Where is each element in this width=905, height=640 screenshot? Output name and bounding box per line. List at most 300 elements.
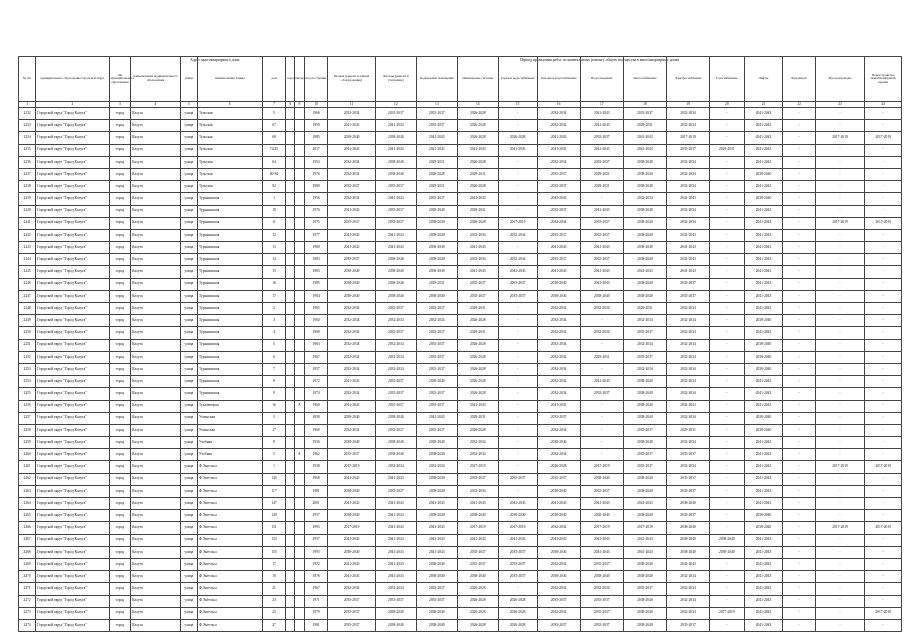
- table-cell: -: [865, 254, 902, 266]
- table-cell: город: [109, 290, 131, 302]
- table-cell: [286, 376, 295, 388]
- table-cell: [286, 132, 295, 144]
- table-cell: Турынинская: [197, 376, 262, 388]
- table-cell: 2029-2031: [457, 303, 498, 315]
- table-cell: 2041-2043: [744, 461, 783, 473]
- table-row: [19, 339, 902, 351]
- table-cell: 2032-2034: [666, 351, 709, 363]
- col-header: № п/п: [19, 57, 36, 102]
- table-cell: 2038-2040: [416, 376, 457, 388]
- table-cell: 27: [262, 619, 286, 631]
- table-cell: 2038-2040: [328, 412, 375, 424]
- table-cell: 2038-2040: [623, 473, 666, 485]
- table-cell: Городской округ "Город Калуга": [36, 181, 109, 193]
- table-cell: Учебная: [197, 449, 262, 461]
- table-cell: 2041-2043: [744, 156, 783, 168]
- table-cell: 2029-2031: [580, 168, 623, 180]
- table-cell: 2032-2034: [375, 315, 416, 327]
- table-cell: 151: [262, 522, 286, 534]
- table-cell: 5: [262, 339, 286, 351]
- table-cell: 2035-2037: [328, 217, 375, 229]
- table-cell: Калуга: [131, 108, 181, 120]
- table-cell: -: [865, 156, 902, 168]
- table-row: [19, 351, 902, 363]
- table-cell: город: [109, 437, 131, 449]
- table-cell: 2017-2019: [498, 217, 537, 229]
- table-cell: улица: [180, 424, 197, 436]
- table-cell: -: [710, 437, 745, 449]
- table-cell: 2032-2034: [457, 449, 498, 461]
- table-cell: 2035-2037: [580, 485, 623, 497]
- table-row: [19, 522, 902, 534]
- table-cell: -: [865, 595, 902, 607]
- table-cell: 2029-2031: [580, 181, 623, 193]
- table-cell: 2035-2037: [498, 473, 537, 485]
- table-cell: 2038-2040: [416, 229, 457, 241]
- table-cell: 2038-2040: [375, 290, 416, 302]
- table-cell: -: [865, 205, 902, 217]
- table-cell: Турынинская: [197, 303, 262, 315]
- table-cell: Тульская: [197, 144, 262, 156]
- table-cell: 153: [262, 534, 286, 546]
- table-cell: [295, 168, 305, 180]
- table-cell: [286, 461, 295, 473]
- table-cell: -: [498, 327, 537, 339]
- table-cell: -: [865, 498, 902, 510]
- table-cell: 2038-2040: [375, 412, 416, 424]
- table-cell: улица: [180, 619, 197, 631]
- table-cell: -: [783, 266, 815, 278]
- table-cell: [286, 558, 295, 570]
- table-cell: [295, 583, 305, 595]
- table-cell: 2017-2019: [865, 217, 902, 229]
- table-cell: 1984: [304, 290, 328, 302]
- table-cell: 2026-2028: [457, 595, 498, 607]
- table-cell: 2035-2037: [416, 108, 457, 120]
- table-cell: -: [815, 510, 865, 522]
- col-number: 12: [375, 102, 416, 108]
- table-cell: [295, 363, 305, 375]
- table-cell: Калуга: [131, 376, 181, 388]
- table-cell: -: [498, 205, 537, 217]
- table-cell: -: [498, 242, 537, 254]
- table-cell: 2041-2043: [744, 266, 783, 278]
- table-cell: -: [783, 510, 815, 522]
- table-cell: 2041-2043: [457, 193, 498, 205]
- table-cell: 1965: [304, 303, 328, 315]
- table-cell: Тульская: [197, 168, 262, 180]
- table-cell: -: [865, 266, 902, 278]
- table-row: [19, 485, 902, 497]
- table-cell: -: [498, 315, 537, 327]
- table-cell: 2041-2043: [498, 534, 537, 546]
- table-cell: [295, 351, 305, 363]
- table-cell: 2274: [19, 619, 36, 631]
- table-cell: -: [783, 156, 815, 168]
- table-cell: 2041-2043: [744, 254, 783, 266]
- table-cell: Калуга: [131, 205, 181, 217]
- table-cell: 2038-2040: [416, 217, 457, 229]
- table-cell: 1972: [304, 376, 328, 388]
- table-cell: 2032-2034: [328, 303, 375, 315]
- table-cell: -: [710, 205, 745, 217]
- table-cell: [286, 290, 295, 302]
- table-cell: 2032-2034: [580, 327, 623, 339]
- table-cell: 6: [262, 351, 286, 363]
- table-cell: 2041-2043: [498, 144, 537, 156]
- table-cell: 2041-2043: [744, 571, 783, 583]
- table-row: [19, 266, 902, 278]
- table-cell: -: [815, 351, 865, 363]
- table-cell: 2038-2040: [744, 339, 783, 351]
- table-cell: А: [295, 449, 305, 461]
- table-cell: 2038-2040: [416, 571, 457, 583]
- table-cell: 2032-2034: [498, 229, 537, 241]
- table-cell: Городской округ "Город Калуга": [36, 327, 109, 339]
- table-cell: 2035-2037: [416, 583, 457, 595]
- table-cell: 2026-2028: [457, 363, 498, 375]
- table-cell: 2041-2043: [375, 193, 416, 205]
- table-cell: 2035-2037: [375, 108, 416, 120]
- table-cell: 1997: [304, 510, 328, 522]
- table-cell: [286, 108, 295, 120]
- table-row: [19, 376, 902, 388]
- table-cell: 2035-2037: [416, 400, 457, 412]
- table-cell: Тульская: [197, 108, 262, 120]
- table-cell: 2032-2034: [537, 303, 580, 315]
- table-cell: 2236: [19, 156, 36, 168]
- table-cell: улица: [180, 412, 197, 424]
- table-cell: -: [815, 339, 865, 351]
- table-cell: 2038-2040: [744, 168, 783, 180]
- table-cell: [295, 290, 305, 302]
- table-cell: 2035-2037: [498, 546, 537, 558]
- table-row: [19, 327, 902, 339]
- table-cell: 2035-2037: [416, 327, 457, 339]
- table-cell: -: [580, 363, 623, 375]
- table-cell: 2032-2034: [666, 315, 709, 327]
- table-cell: -: [783, 278, 815, 290]
- table-cell: 25: [262, 607, 286, 619]
- table-cell: [286, 412, 295, 424]
- table-cell: 2026-2028: [457, 351, 498, 363]
- table-cell: 2032-2034: [623, 315, 666, 327]
- table-cell: -: [815, 571, 865, 583]
- table-cell: -: [710, 278, 745, 290]
- table-cell: город: [109, 327, 131, 339]
- table-cell: 2026-2028: [457, 583, 498, 595]
- table-row: [19, 510, 902, 522]
- table-cell: 1936: [304, 437, 328, 449]
- table-cell: 2041-2043: [375, 229, 416, 241]
- table-cell: -: [498, 339, 537, 351]
- table-cell: -: [865, 388, 902, 400]
- table-cell: [295, 315, 305, 327]
- table-cell: Городской округ "Город Калуга": [36, 522, 109, 534]
- col-number: 7: [262, 102, 286, 108]
- table-cell: -: [783, 168, 815, 180]
- table-cell: 2017-2019: [865, 522, 902, 534]
- table-cell: -: [783, 607, 815, 619]
- table-cell: 1974: [304, 388, 328, 400]
- table-row: [19, 303, 902, 315]
- table-cell: 5: [262, 449, 286, 461]
- table-cell: 2256: [19, 400, 36, 412]
- table-cell: -: [710, 290, 745, 302]
- table-cell: 2267: [19, 534, 36, 546]
- table-cell: 2032-2034: [537, 217, 580, 229]
- col-number: 9: [295, 102, 305, 108]
- table-cell: 2038-2040: [744, 510, 783, 522]
- table-cell: -: [710, 315, 745, 327]
- table-cell: 1962: [304, 449, 328, 461]
- table-cell: -: [710, 485, 745, 497]
- table-row: [19, 546, 902, 558]
- table-cell: 149: [262, 510, 286, 522]
- table-cell: 2035-2037: [375, 327, 416, 339]
- table-cell: 2041-2043: [580, 534, 623, 546]
- table-cell: Турынинская: [197, 363, 262, 375]
- table-cell: [295, 181, 305, 193]
- table-cell: 74/45: [262, 144, 286, 156]
- table-cell: 2041-2043: [580, 266, 623, 278]
- table-cell: Городской округ "Город Калуга": [36, 278, 109, 290]
- table-cell: [286, 168, 295, 180]
- table-cell: -: [498, 168, 537, 180]
- table-cell: 2035-2037: [416, 595, 457, 607]
- table-cell: город: [109, 303, 131, 315]
- table-cell: 2038-2040: [666, 498, 709, 510]
- table-cell: -: [865, 193, 902, 205]
- table-cell: 2032-2034: [328, 327, 375, 339]
- table-cell: 2032-2034: [666, 595, 709, 607]
- table-cell: 2041-2043: [416, 144, 457, 156]
- table-row: [19, 498, 902, 510]
- table-cell: 2035-2037: [416, 339, 457, 351]
- table-cell: -: [783, 619, 815, 631]
- table-cell: -: [865, 400, 902, 412]
- table-cell: 1971: [304, 595, 328, 607]
- table-cell: 2041-2043: [744, 303, 783, 315]
- table-cell: 2026-2028: [457, 388, 498, 400]
- table-cell: 2233: [19, 120, 36, 132]
- table-cell: [286, 510, 295, 522]
- table-cell: 2038-2040: [328, 266, 375, 278]
- table-cell: 1: [262, 193, 286, 205]
- table-cell: Городской округ "Город Калуга": [36, 156, 109, 168]
- table-cell: 11: [262, 217, 286, 229]
- table-cell: город: [109, 193, 131, 205]
- table-cell: город: [109, 400, 131, 412]
- table-cell: 2017: [304, 144, 328, 156]
- table-cell: Ф.Энгельса: [197, 534, 262, 546]
- table-cell: город: [109, 619, 131, 631]
- table-cell: Тульская: [197, 132, 262, 144]
- table-cell: Калуга: [131, 144, 181, 156]
- col-number: 17: [580, 102, 623, 108]
- table-cell: [295, 193, 305, 205]
- table-cell: 2041-2043: [457, 242, 498, 254]
- table-cell: -: [498, 437, 537, 449]
- table-cell: 2029-2031: [457, 327, 498, 339]
- table-cell: [295, 498, 305, 510]
- table-cell: город: [109, 254, 131, 266]
- table-cell: 2032-2034: [328, 168, 375, 180]
- table-cell: Городской округ "Город Калуга": [36, 534, 109, 546]
- table-cell: -: [783, 412, 815, 424]
- table-cell: 2038-2040: [416, 619, 457, 631]
- table-cell: город: [109, 424, 131, 436]
- table-cell: 2041-2043: [537, 132, 580, 144]
- col-header: Холодное водоснабжение: [537, 57, 580, 102]
- table-cell: -: [710, 156, 745, 168]
- table-cell: Городской округ "Город Калуга": [36, 266, 109, 278]
- table-cell: -: [865, 229, 902, 241]
- table-row: [19, 315, 902, 327]
- table-cell: Городской округ "Город Калуга": [36, 144, 109, 156]
- table-cell: 2041-2043: [498, 498, 537, 510]
- table-cell: город: [109, 278, 131, 290]
- table-cell: Калуга: [131, 290, 181, 302]
- table-cell: -: [498, 400, 537, 412]
- table-cell: 2041-2043: [375, 534, 416, 546]
- table-cell: улица: [180, 144, 197, 156]
- col-number: 15: [498, 102, 537, 108]
- table-cell: 2032-2034: [666, 607, 709, 619]
- table-cell: -: [783, 303, 815, 315]
- table-cell: город: [109, 132, 131, 144]
- table-cell: [286, 473, 295, 485]
- table-row: [19, 400, 902, 412]
- table-cell: Калуга: [131, 217, 181, 229]
- table-cell: 2041-2043: [328, 120, 375, 132]
- table-cell: 2032-2034: [666, 583, 709, 595]
- table-cell: 2026-2028: [457, 132, 498, 144]
- col-number: 19: [666, 102, 709, 108]
- table-cell: 2041-2043: [623, 498, 666, 510]
- table-cell: 2041-2043: [666, 242, 709, 254]
- table-cell: 2041-2043: [580, 144, 623, 156]
- table-cell: [286, 607, 295, 619]
- table-cell: 2017-2019: [623, 522, 666, 534]
- table-cell: 2035-2037: [580, 156, 623, 168]
- table-cell: 2251: [19, 339, 36, 351]
- table-cell: улица: [180, 120, 197, 132]
- table-cell: -: [815, 498, 865, 510]
- table-cell: 2032-2034: [666, 376, 709, 388]
- table-cell: Калуга: [131, 473, 181, 485]
- table-cell: Городской округ "Город Калуга": [36, 461, 109, 473]
- table-cell: 2038-2040: [537, 546, 580, 558]
- table-cell: 145: [262, 473, 286, 485]
- table-cell: 2041-2043: [666, 254, 709, 266]
- table-cell: Калуга: [131, 229, 181, 241]
- table-cell: 23: [262, 595, 286, 607]
- table-cell: [295, 510, 305, 522]
- col-header: корпус: [286, 57, 295, 102]
- table-cell: 1977: [304, 229, 328, 241]
- table-cell: 2032-2034: [666, 168, 709, 180]
- table-cell: Турынинская: [197, 388, 262, 400]
- table-cell: 21: [262, 583, 286, 595]
- table-cell: -: [498, 485, 537, 497]
- table-cell: -: [865, 473, 902, 485]
- table-cell: 2252: [19, 351, 36, 363]
- table-cell: -: [498, 193, 537, 205]
- table-cell: 2041-2043: [744, 498, 783, 510]
- table-cell: 2268: [19, 546, 36, 558]
- table-cell: 2041-2043: [537, 266, 580, 278]
- table-cell: 2038-2040: [375, 132, 416, 144]
- table-cell: улица: [180, 339, 197, 351]
- table-cell: -: [710, 108, 745, 120]
- table-cell: 2260: [19, 449, 36, 461]
- table-cell: 2041-2043: [537, 534, 580, 546]
- table-cell: 2032-2034: [537, 376, 580, 388]
- table-cell: [295, 278, 305, 290]
- table-cell: Калуга: [131, 388, 181, 400]
- table-cell: -: [815, 303, 865, 315]
- table-cell: 2032-2034: [537, 108, 580, 120]
- col-header: Год постройки: [304, 57, 328, 102]
- table-cell: улица: [180, 303, 197, 315]
- table-cell: 2038-2040: [416, 437, 457, 449]
- table-cell: [295, 412, 305, 424]
- table-cell: [286, 339, 295, 351]
- table-cell: город: [109, 595, 131, 607]
- table-cell: 2259: [19, 437, 36, 449]
- table-cell: -: [498, 583, 537, 595]
- table-cell: Калуга: [131, 168, 181, 180]
- table-cell: улица: [180, 168, 197, 180]
- table-cell: 2038-2040: [623, 437, 666, 449]
- table-cell: 12: [262, 229, 286, 241]
- table-cell: 1957: [304, 363, 328, 375]
- table-cell: 2035-2037: [416, 193, 457, 205]
- table-cell: [286, 327, 295, 339]
- table-cell: -: [815, 193, 865, 205]
- table-cell: 8: [262, 437, 286, 449]
- table-cell: 2035-2037: [666, 619, 709, 631]
- table-cell: Тульская: [197, 120, 262, 132]
- table-cell: город: [109, 266, 131, 278]
- table-cell: 2235: [19, 144, 36, 156]
- col-number: 14: [457, 102, 498, 108]
- table-cell: Городской округ "Город Калуга": [36, 571, 109, 583]
- table-cell: 2038-2040: [375, 437, 416, 449]
- table-cell: -: [710, 558, 745, 570]
- table-cell: 2035-2037: [457, 546, 498, 558]
- table-cell: 2017-2019: [710, 607, 745, 619]
- table-cell: 1960: [304, 424, 328, 436]
- table-cell: 2032-2034: [375, 461, 416, 473]
- table-cell: 2035-2037: [623, 449, 666, 461]
- table-cell: 1968: [304, 327, 328, 339]
- table-cell: Турынинская: [197, 193, 262, 205]
- table-cell: -: [865, 242, 902, 254]
- table-cell: 1967: [304, 583, 328, 595]
- table-cell: -: [498, 120, 537, 132]
- table-cell: город: [109, 217, 131, 229]
- table-row: [19, 424, 902, 436]
- table-cell: 2041-2043: [744, 437, 783, 449]
- col-number: 22: [783, 102, 815, 108]
- table-cell: 2041-2043: [328, 205, 375, 217]
- table-cell: 2029-2031: [457, 412, 498, 424]
- table-cell: 2032-2034: [537, 424, 580, 436]
- table-cell: 2035-2037: [623, 108, 666, 120]
- table-cell: -: [783, 473, 815, 485]
